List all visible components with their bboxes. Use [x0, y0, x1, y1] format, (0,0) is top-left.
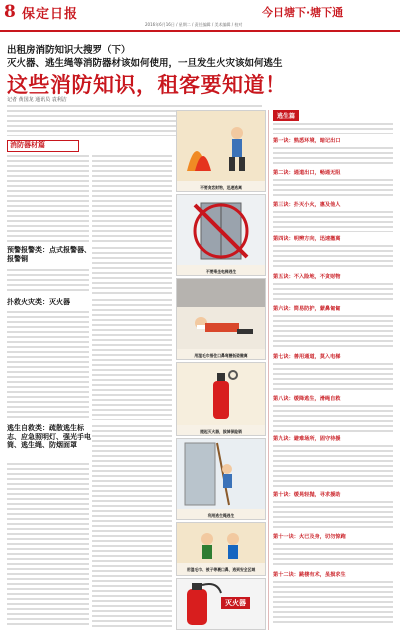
tip-text — [273, 444, 393, 488]
tip-text — [273, 210, 393, 232]
date-line: 2016年6月16日 / 星期二 / 责任编辑 / 美术编辑 / 校对 — [145, 22, 243, 27]
extinguisher-section-title: 扑救火灾类：灭火器 — [7, 298, 70, 306]
tip-heading: 第一诀：熟悉环境，暗记出口 — [273, 138, 341, 144]
tip-text — [273, 500, 393, 530]
escape-intro — [273, 122, 393, 134]
tip-text — [273, 580, 393, 626]
elevator-icon — [177, 195, 265, 265]
alarm-section-title: 预警报警类：点式报警器、报警铜 — [7, 246, 91, 263]
illustration-caption: 提起灭火器，拔掉保险销 — [200, 429, 242, 434]
tip-text — [273, 178, 393, 198]
tip-heading: 第十二诀：跳楼有术，虽损求生 — [273, 572, 346, 578]
equipment-paragraph-2 — [92, 154, 172, 244]
escape-tag: 逃生篇 — [273, 110, 299, 121]
tip-heading: 第九诀：避难场所，固守待援 — [273, 436, 341, 442]
extinguisher-graphic — [176, 578, 266, 630]
tip-text — [273, 282, 393, 302]
tip-heading: 第十一诀：火已及身，切勿惊跑 — [273, 534, 346, 540]
tip-text — [273, 542, 393, 568]
masthead-rule — [0, 30, 400, 32]
illustration-caption: 不要贪恋财物，迅速逃离 — [200, 185, 242, 190]
illustration-safe-zone — [176, 522, 266, 576]
illustration-rope — [176, 438, 266, 520]
equipment-section-box — [7, 140, 79, 152]
extinguisher-paragraph-2 — [92, 298, 172, 420]
headline-kicker: 出租房消防知识大搜罗（下） — [7, 45, 131, 56]
tip-heading: 第三诀：扑灭小火，惠及他人 — [273, 202, 341, 208]
escape-paragraph — [7, 462, 89, 628]
escape-tips-column — [268, 110, 397, 630]
illustration-caption: 不要乘坐电梯逃生 — [205, 269, 237, 274]
tip-text — [273, 314, 393, 350]
tip-text — [273, 244, 393, 270]
illustration-crawl — [176, 278, 266, 360]
extinguisher-label: 灭火器 — [221, 597, 250, 609]
headline-title: 这些消防知识，租客要知道！ — [7, 73, 287, 97]
tip-text — [273, 362, 393, 392]
illustration-pin — [176, 362, 266, 436]
illustration-elevator — [176, 194, 266, 276]
escape-rope-icon — [177, 439, 265, 509]
safe-zone-icon — [177, 523, 265, 563]
tip-text — [273, 146, 393, 166]
fleeing-person-icon — [177, 111, 265, 181]
illustration-flee — [176, 110, 266, 192]
tip-heading: 第八诀：缓降逃生，滑绳自救 — [273, 396, 341, 402]
section-title: 今日塘下·塘下通 — [262, 6, 344, 19]
illustration-caption: 用湿毛巾捂住口鼻弯腰低姿撤离 — [194, 353, 248, 358]
illustration-caption: 用湿毛巾、被子等裹口鼻，逃到安全区域 — [186, 567, 256, 572]
tip-heading: 第十诀：缓晃轻抛，寻求援助 — [273, 492, 341, 498]
tip-text — [273, 404, 393, 432]
tip-heading: 第七诀：善用通道，莫入电梯 — [273, 354, 341, 360]
byline: 记者 黄国龙 通讯员 袁利洁 — [7, 97, 67, 103]
escape-section-title: 逃生自救类：疏散逃生标志、应急照明灯、强光手电筒、逃生绳、防烟面罩 — [7, 424, 91, 449]
headline-subtitle: 灭火器、逃生绳等消防器材该如何使用，一旦发生火灾该如何逃生 — [7, 58, 283, 69]
tip-heading: 第二诀：通道出口，畅通无阻 — [273, 170, 341, 176]
alarm-paragraph-2 — [92, 246, 172, 294]
crawling-person-icon — [177, 279, 265, 349]
equipment-paragraph — [7, 154, 89, 244]
masthead — [0, 0, 400, 34]
extinguisher-paragraph — [7, 310, 89, 420]
pull-pin-icon — [177, 363, 265, 425]
tip-heading: 第四诀：明辨方向，迅速撤离 — [273, 236, 341, 242]
escape-paragraph-2 — [92, 424, 172, 628]
tip-heading: 第五诀：不入险地，不贪财物 — [273, 274, 341, 280]
equipment-section-title: 消防器材篇 — [10, 141, 45, 149]
page-number: 8 — [4, 2, 16, 22]
illustration-caption: 利用逃生绳逃生 — [207, 513, 235, 518]
tip-heading: 第六诀：简易防护，蒙鼻匍匐 — [273, 306, 341, 312]
alarm-paragraph — [7, 268, 89, 294]
paper-logo: 保定日报 — [22, 7, 79, 22]
